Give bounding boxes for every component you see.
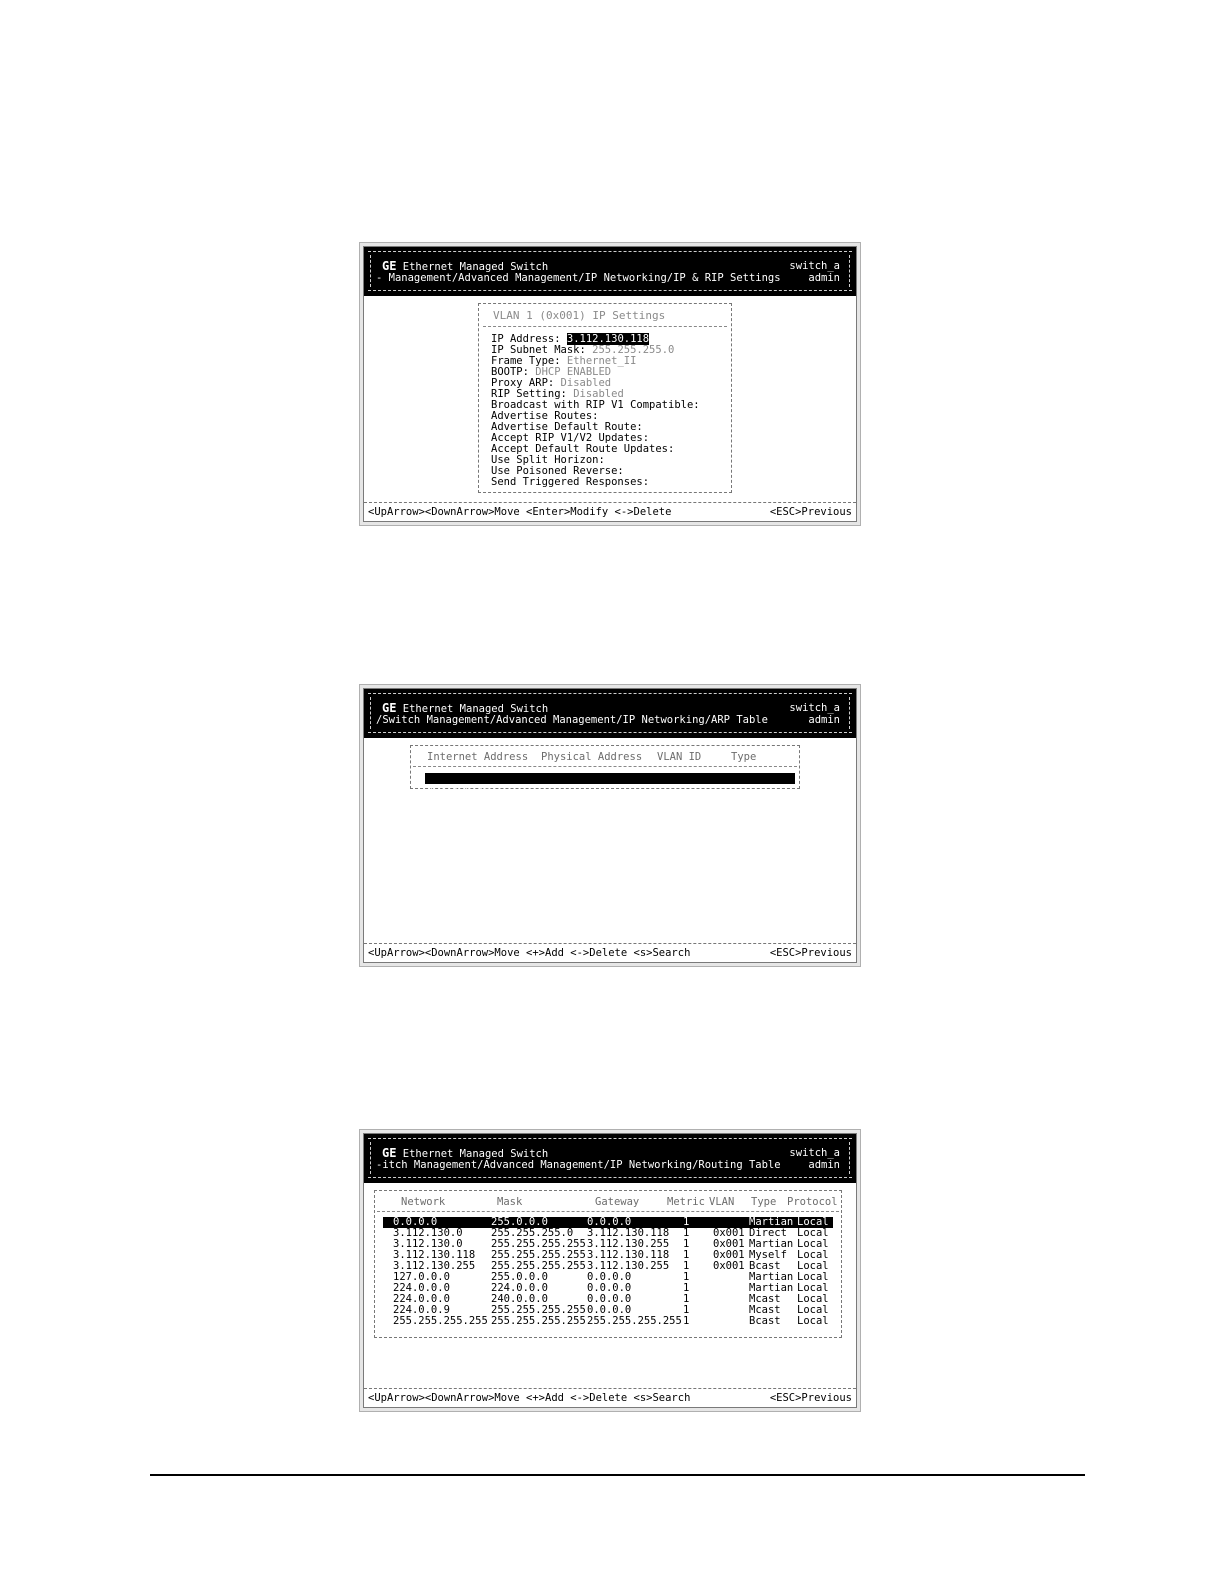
field-label: IP Subnet Mask:: [491, 344, 586, 356]
arp-ip: 3.112.8.101: [427, 783, 497, 795]
terminal-window: [363, 688, 857, 963]
table-row[interactable]: [383, 1316, 833, 1327]
col-type: Type: [731, 751, 757, 763]
col-internet-address: Internet Address: [427, 751, 529, 763]
route-protocol: Local: [797, 1315, 829, 1327]
route-mask: 240.0.0.0: [491, 1293, 548, 1305]
field-value: DHCP ENABLED: [535, 366, 612, 378]
route-type: Mcast: [749, 1293, 781, 1305]
key-help-previous[interactable]: <ESC>Previous: [769, 947, 852, 959]
col-protocol: Protocol: [787, 1196, 838, 1208]
terminal-header: [364, 247, 856, 296]
route-network: 127.0.0.0: [393, 1271, 450, 1283]
terminal-window: [363, 246, 857, 522]
breadcrumb: - Management/Advanced Management/IP Networking/IP & RIP Settings: [376, 272, 781, 284]
route-metric: 1: [683, 1282, 690, 1294]
user-name: admin: [808, 272, 840, 284]
host-name: switch_a: [789, 260, 840, 272]
route-metric: 1: [683, 1216, 690, 1228]
routing-table-screenshot: [359, 1129, 861, 1412]
app-title: GE Ethernet Managed Switch: [382, 259, 549, 273]
breadcrumb: /Switch Management/Advanced Management/IP Networking/ARP Table: [376, 714, 768, 726]
route-mask: 255.255.255.255: [491, 1315, 586, 1327]
field-label: Use Poisoned Reverse:: [491, 465, 624, 477]
route-metric: 1: [683, 1260, 690, 1272]
field-value: Disabled: [560, 377, 612, 389]
route-protocol: Local: [797, 1293, 829, 1305]
arp-table-screenshot: [359, 684, 861, 967]
key-help-previous[interactable]: <ESC>Previous: [769, 506, 852, 518]
route-protocol: Local: [797, 1249, 829, 1261]
field-label: Frame Type:: [491, 355, 561, 367]
route-gateway: 3.112.130.118: [587, 1249, 670, 1261]
key-help-bar: [364, 1388, 856, 1407]
route-mask: 255.255.255.255: [491, 1260, 586, 1272]
field-value: Disabled: [573, 388, 624, 400]
route-metric: 1: [683, 1271, 690, 1283]
route-gateway: 0.0.0.0: [587, 1282, 632, 1294]
route-protocol: Local: [797, 1238, 829, 1250]
col-network: Network: [401, 1196, 446, 1208]
user-name: admin: [808, 1159, 840, 1171]
route-mask: 255.0.0.0: [491, 1271, 548, 1283]
host-name: switch_a: [789, 702, 840, 714]
field-value: 3.112.130.118: [566, 333, 650, 345]
route-gateway: 3.112.130.255: [587, 1238, 670, 1250]
route-type: Martian: [749, 1282, 794, 1294]
route-network: 3.112.130.118: [393, 1249, 476, 1261]
route-metric: 1: [683, 1238, 690, 1250]
route-protocol: Local: [797, 1227, 829, 1239]
terminal-header: [364, 689, 856, 738]
col-metric: Metric: [667, 1196, 705, 1208]
route-mask: 255.255.255.0: [491, 1227, 574, 1239]
routing-table: [374, 1190, 842, 1338]
col-vlan-id: VLAN ID: [657, 751, 702, 763]
host-name: switch_a: [789, 1147, 840, 1159]
route-type: Myself: [749, 1249, 787, 1261]
key-help-previous[interactable]: <ESC>Previous: [769, 1392, 852, 1404]
field-label: IP Address:: [491, 333, 561, 345]
key-help-bar: [364, 502, 856, 521]
user-name: admin: [808, 714, 840, 726]
col-physical-address: Physical Address: [541, 751, 643, 763]
route-protocol: Local: [797, 1282, 829, 1294]
route-gateway: 0.0.0.0: [587, 1216, 632, 1228]
field-label: Send Triggered Responses:: [491, 476, 650, 488]
route-network: 224.0.0.0: [393, 1293, 450, 1305]
field-label: Broadcast with RIP V1 Compatible:: [491, 399, 700, 411]
route-gateway: 0.0.0.0: [587, 1293, 632, 1305]
key-help-left: <UpArrow><DownArrow>Move <+>Add <->Delete <s>Search: [368, 947, 691, 959]
route-mask: 224.0.0.0: [491, 1282, 548, 1294]
route-gateway: 0.0.0.0: [587, 1271, 632, 1283]
field-value: Ethernet_II: [566, 355, 637, 367]
route-vlan: 0x001: [713, 1238, 745, 1250]
route-protocol: Local: [797, 1216, 829, 1228]
route-network: 3.112.130.0: [393, 1238, 463, 1250]
key-help-left: <UpArrow><DownArrow>Move <Enter>Modify <->Delete: [368, 506, 672, 518]
route-metric: 1: [683, 1293, 690, 1305]
breadcrumb: -itch Management/Advanced Management/IP Networking/Routing Table: [376, 1159, 781, 1171]
vlan-settings-panel: [478, 303, 732, 493]
arp-type: dynamic: [727, 816, 772, 828]
route-network: 3.112.130.0: [393, 1227, 463, 1239]
route-network: 224.0.0.9: [393, 1304, 450, 1316]
app-title: GE Ethernet Managed Switch: [382, 701, 549, 715]
route-metric: 1: [683, 1304, 690, 1316]
route-metric: 1: [683, 1227, 690, 1239]
route-gateway: 3.112.130.118: [587, 1227, 670, 1239]
field-label: RIP Setting:: [491, 388, 567, 400]
route-gateway: 0.0.0.0: [587, 1304, 632, 1316]
key-help-bar: [364, 943, 856, 962]
field-label: Accept RIP V1/V2 Updates:: [491, 432, 650, 444]
route-type: Direct: [749, 1227, 787, 1239]
route-network: 255.255.255.255: [393, 1315, 488, 1327]
route-type: Martian: [749, 1271, 794, 1283]
field-label: Proxy ARP:: [491, 377, 555, 389]
field-label: BOOTP:: [491, 366, 529, 378]
col-gateway: Gateway: [595, 1196, 640, 1208]
route-vlan: 0x001: [713, 1260, 745, 1272]
col-vlan: VLAN: [709, 1196, 735, 1208]
table-row[interactable]: [425, 773, 795, 828]
route-mask: 255.255.255.255: [491, 1249, 586, 1261]
route-mask: 255.255.255.255: [491, 1304, 586, 1316]
route-gateway: 3.112.130.255: [587, 1260, 670, 1272]
page-rule: [150, 1474, 1085, 1476]
route-network: 0.0.0.0: [393, 1216, 438, 1228]
field-label: Advertise Routes:: [491, 410, 599, 422]
key-help-left: <UpArrow><DownArrow>Move <+>Add <->Delete <s>Search: [368, 1392, 691, 1404]
route-protocol: Local: [797, 1271, 829, 1283]
settings-field[interactable]: [491, 477, 649, 488]
route-metric: 1: [683, 1249, 690, 1261]
route-vlan: 0x001: [713, 1249, 745, 1261]
route-network: 3.112.130.255: [393, 1260, 476, 1272]
field-label: Advertise Default Route:: [491, 421, 643, 433]
route-type: Bcast: [749, 1260, 781, 1272]
ip-rip-settings-screenshot: [359, 242, 861, 526]
route-type: Martian: [749, 1216, 794, 1228]
panel-title: VLAN 1 (0x001) IP Settings: [493, 309, 666, 322]
route-metric: 1: [683, 1315, 690, 1327]
arp-mac: 000CCE6569E0: [555, 794, 631, 806]
field-value: 255.255.255.0: [592, 344, 675, 356]
app-title: GE Ethernet Managed Switch: [382, 1146, 549, 1160]
col-type: Type: [751, 1196, 777, 1208]
arp-vlan: 1 (0x001): [647, 805, 704, 817]
route-type: Bcast: [749, 1315, 781, 1327]
col-mask: Mask: [497, 1196, 523, 1208]
arp-table: [410, 745, 800, 828]
route-type: Mcast: [749, 1304, 781, 1316]
route-gateway: 255.255.255.255: [587, 1315, 682, 1327]
route-protocol: Local: [797, 1304, 829, 1316]
route-network: 224.0.0.0: [393, 1282, 450, 1294]
terminal-window: [363, 1133, 857, 1408]
field-label: Accept Default Route Updates:: [491, 443, 675, 455]
route-type: Martian: [749, 1238, 794, 1250]
route-vlan: 0x001: [713, 1227, 745, 1239]
field-label: Use Split Horizon:: [491, 454, 605, 466]
route-mask: 255.255.255.255: [491, 1238, 586, 1250]
terminal-header: [364, 1134, 856, 1183]
route-mask: 255.0.0.0: [491, 1216, 548, 1228]
route-protocol: Local: [797, 1260, 829, 1272]
